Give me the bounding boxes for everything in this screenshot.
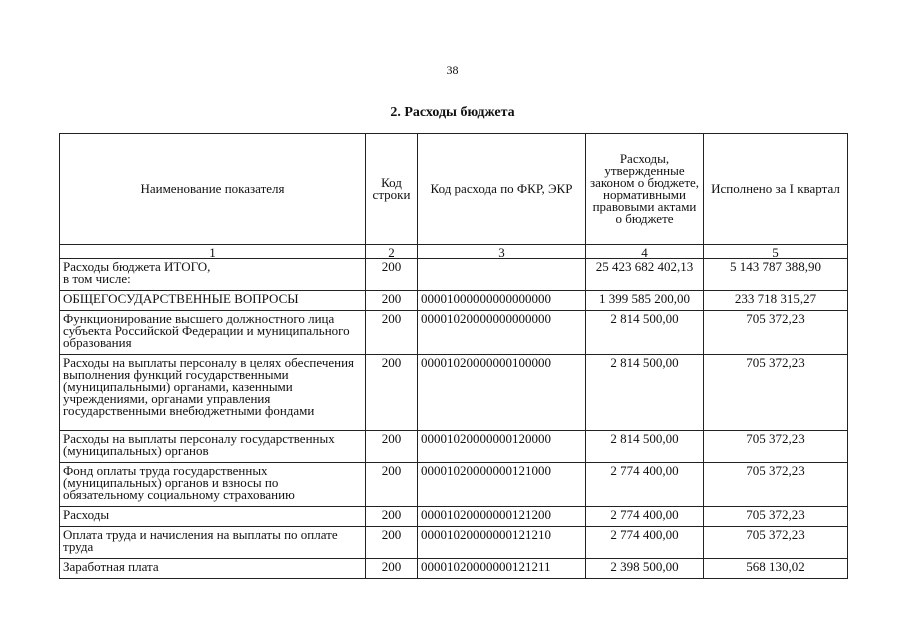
row-executed-amount: 705 372,23	[704, 311, 848, 355]
header-name: Наименование показателя	[60, 134, 366, 245]
row-fkr-code: 00001020000000121211	[418, 559, 586, 579]
row-code: 200	[366, 431, 418, 463]
row-approved-amount: 2 774 400,00	[586, 463, 704, 507]
column-number: 3	[418, 245, 586, 259]
table-row	[60, 463, 848, 507]
row-approved-amount: 1 399 585 200,00	[586, 291, 704, 311]
row-code: 200	[366, 355, 418, 431]
row-code: 200	[366, 259, 418, 291]
budget-expenses-table	[59, 133, 848, 579]
row-fkr-code	[418, 259, 586, 291]
row-approved-amount: 2 814 500,00	[586, 311, 704, 355]
row-code: 200	[366, 463, 418, 507]
row-executed-amount: 568 130,02	[704, 559, 848, 579]
row-approved-amount: 25 423 682 402,13	[586, 259, 704, 291]
row-fkr-code: 00001020000000121200	[418, 507, 586, 527]
table-row	[60, 559, 848, 579]
row-fkr-code: 00001020000000121000	[418, 463, 586, 507]
row-name: Заработная плата	[60, 559, 366, 579]
row-executed-amount: 705 372,23	[704, 431, 848, 463]
row-name: Фонд оплаты труда государственных (муниципальных) органов и взносы по обязательному социальному страхованию	[60, 463, 366, 507]
row-name: Функционирование высшего должностного лица субъекта Российской Федерации и муниципального образования	[60, 311, 366, 355]
header-executed: Исполнено за I квартал	[704, 134, 848, 245]
row-fkr-code: 00001020000000121210	[418, 527, 586, 559]
header-approved: Расходы, утвержденные законом о бюджете, нормативными правовыми актами о бюджете	[586, 134, 704, 245]
row-approved-amount: 2 774 400,00	[586, 527, 704, 559]
row-executed-amount: 233 718 315,27	[704, 291, 848, 311]
row-fkr-code: 00001000000000000000	[418, 291, 586, 311]
column-number: 2	[366, 245, 418, 259]
table-row	[60, 291, 848, 311]
row-name: Расходы	[60, 507, 366, 527]
row-approved-amount: 2 398 500,00	[586, 559, 704, 579]
row-name: ОБЩЕГОСУДАРСТВЕННЫЕ ВОПРОСЫ	[60, 291, 366, 311]
column-number: 1	[60, 245, 366, 259]
row-fkr-code: 00001020000000120000	[418, 431, 586, 463]
row-name: Расходы на выплаты персоналу государственных (муниципальных) органов	[60, 431, 366, 463]
row-approved-amount: 2 814 500,00	[586, 355, 704, 431]
row-approved-amount: 2 774 400,00	[586, 507, 704, 527]
row-fkr-code: 00001020000000100000	[418, 355, 586, 431]
column-number: 5	[704, 245, 848, 259]
column-number: 4	[586, 245, 704, 259]
row-code: 200	[366, 507, 418, 527]
row-name: Расходы на выплаты персоналу в целях обеспечения выполнения функций государственными (муниципальными) органами, казенными учреждениями, органами управления государственными внебюджетными фондами	[60, 355, 366, 431]
header-fkr: Код расхода по ФКР, ЭКР	[418, 134, 586, 245]
page-title: 2. Расходы бюджета	[390, 105, 515, 120]
row-executed-amount: 705 372,23	[704, 507, 848, 527]
row-code: 200	[366, 311, 418, 355]
column-number-row	[60, 245, 848, 259]
row-name: Расходы бюджета ИТОГО, в том числе:	[60, 259, 366, 291]
row-executed-amount: 5 143 787 388,90	[704, 259, 848, 291]
row-code: 200	[366, 527, 418, 559]
row-executed-amount: 705 372,23	[704, 463, 848, 507]
page-number: 38	[446, 63, 459, 77]
row-executed-amount: 705 372,23	[704, 527, 848, 559]
row-executed-amount: 705 372,23	[704, 355, 848, 431]
row-name: Оплата труда и начисления на выплаты по оплате труда	[60, 527, 366, 559]
table-row	[60, 527, 848, 559]
table-row	[60, 507, 848, 527]
table-row	[60, 311, 848, 355]
table-row	[60, 355, 848, 431]
row-code: 200	[366, 559, 418, 579]
table-row	[60, 259, 848, 291]
row-fkr-code: 00001020000000000000	[418, 311, 586, 355]
table-row	[60, 431, 848, 463]
header-code: Код строки	[366, 134, 418, 245]
row-approved-amount: 2 814 500,00	[586, 431, 704, 463]
row-code: 200	[366, 291, 418, 311]
